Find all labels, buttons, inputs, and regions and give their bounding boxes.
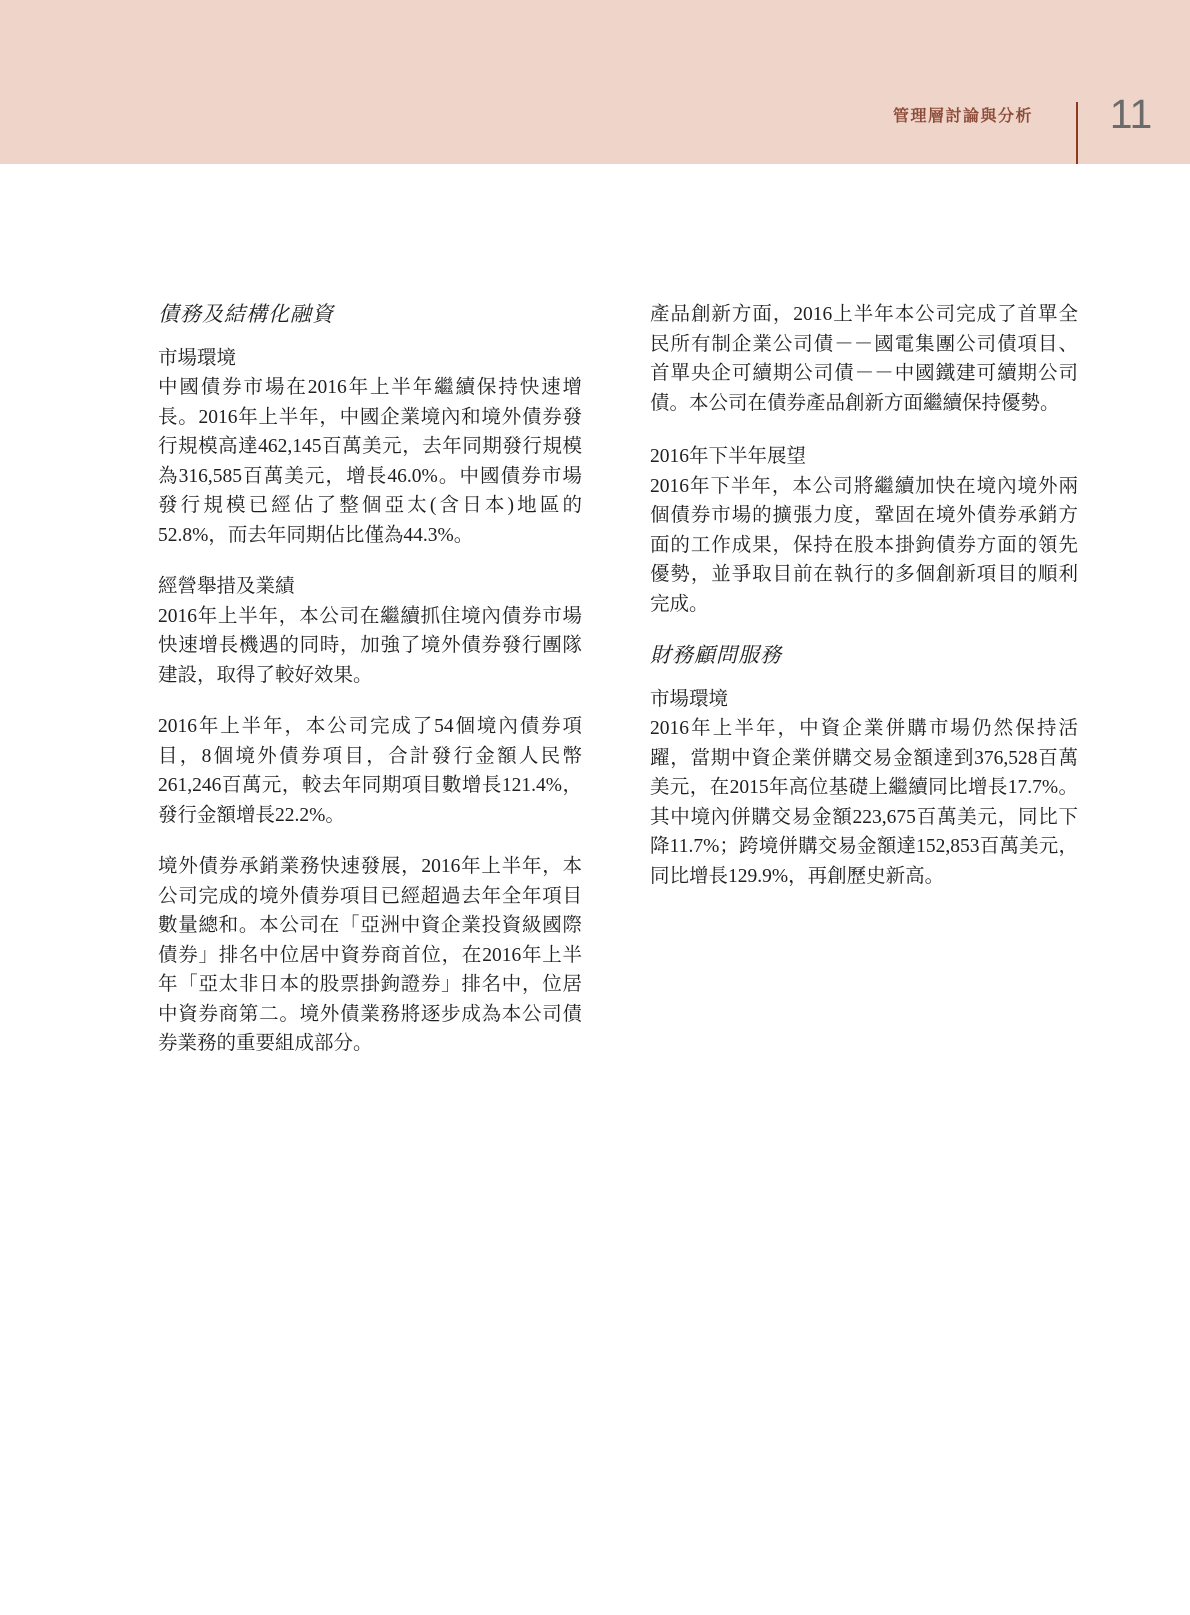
paragraph-operations-3: 境外債券承銷業務快速發展，2016年上半年，本公司完成的境外債券項目已經超過去年全年項目數量總和。本公司在「亞洲中資企業投資級國際債券」排名中位居中資券商首位，在2016年上半年「亞太非日本的股票掛鉤證券」排名中，位居中資券商第二。境外債業務將逐步成為本公司債券業務的重要組成部分。 (158, 856, 582, 1054)
subhead-market-environment-right: 市場環境 (650, 688, 729, 710)
subhead-operations-results: 經營舉措及業績 (158, 576, 295, 597)
paragraph-market-environment-right: 2016年上半年，中資企業併購市場仍然保持活躍，當期中資企業併購交易金額達到376,528百萬美元，在2015年高位基礎上繼續同比增長17.7%。其中境內併購交易金額223,675百萬美元，同比下降11.7%；跨境併購交易金額達152,853百萬美元，同比增長129.9%，再創歷史新高。 (650, 718, 1078, 887)
page-header-title: 管理層討論與分析 (892, 108, 1033, 125)
header-band (0, 0, 1190, 164)
paragraph-product-innovation: 產品創新方面，2016上半年本公司完成了首單全民所有制企業公司債－－國電集團公司債項目、首單央企可續期公司債－－中國鐵建可續期公司債。本公司在債券產品創新方面繼續保持優勢。 (650, 304, 1078, 414)
paragraph-operations-1: 2016年上半年，本公司在繼續抓住境內債券市場快速增長機遇的同時，加強了境外債券發行團隊建設，取得了較好效果。 (158, 605, 582, 686)
paragraph-market-environment-left: 中國債券市場在2016年上半年繼續保持快速增長。2016年上半年，中國企業境內和境外債券發行規模高達462,145百萬美元，去年同期發行規模為316,585百萬美元，增長46.0%。中國債券市場發行規模已經佔了整個亞太(含日本)地區的52.8%，而去年同期佔比僅為44.3%。 (158, 377, 582, 546)
page-number: 11 (1109, 91, 1153, 137)
right-column (650, 300, 1078, 913)
section-title-financial-advisory: 財務顧問服務 (650, 643, 782, 667)
header-divider-line (1076, 102, 1078, 164)
paragraph-operations-2: 2016年上半年，本公司完成了54個境內債券項目，8個境外債券項目，合計發行金額人民幣261,246百萬元，較去年同期項目數增長121.4%，發行金額增長22.2%。 (158, 716, 582, 826)
subhead-2016-h2-outlook: 2016年下半年展望 (650, 446, 807, 467)
left-column (158, 300, 582, 1081)
subhead-market-environment-left: 市場環境 (158, 347, 237, 369)
paragraph-2016-h2-outlook: 2016年下半年，本公司將繼續加快在境內境外兩個債券市場的擴張力度，鞏固在境外債券承銷方面的工作成果，保持在股本掛鉤債券方面的領先優勢，並爭取目前在執行的多個創新項目的順利完成。 (650, 475, 1078, 615)
section-title-debt-structured-financing: 債務及結構化融資 (158, 302, 334, 326)
